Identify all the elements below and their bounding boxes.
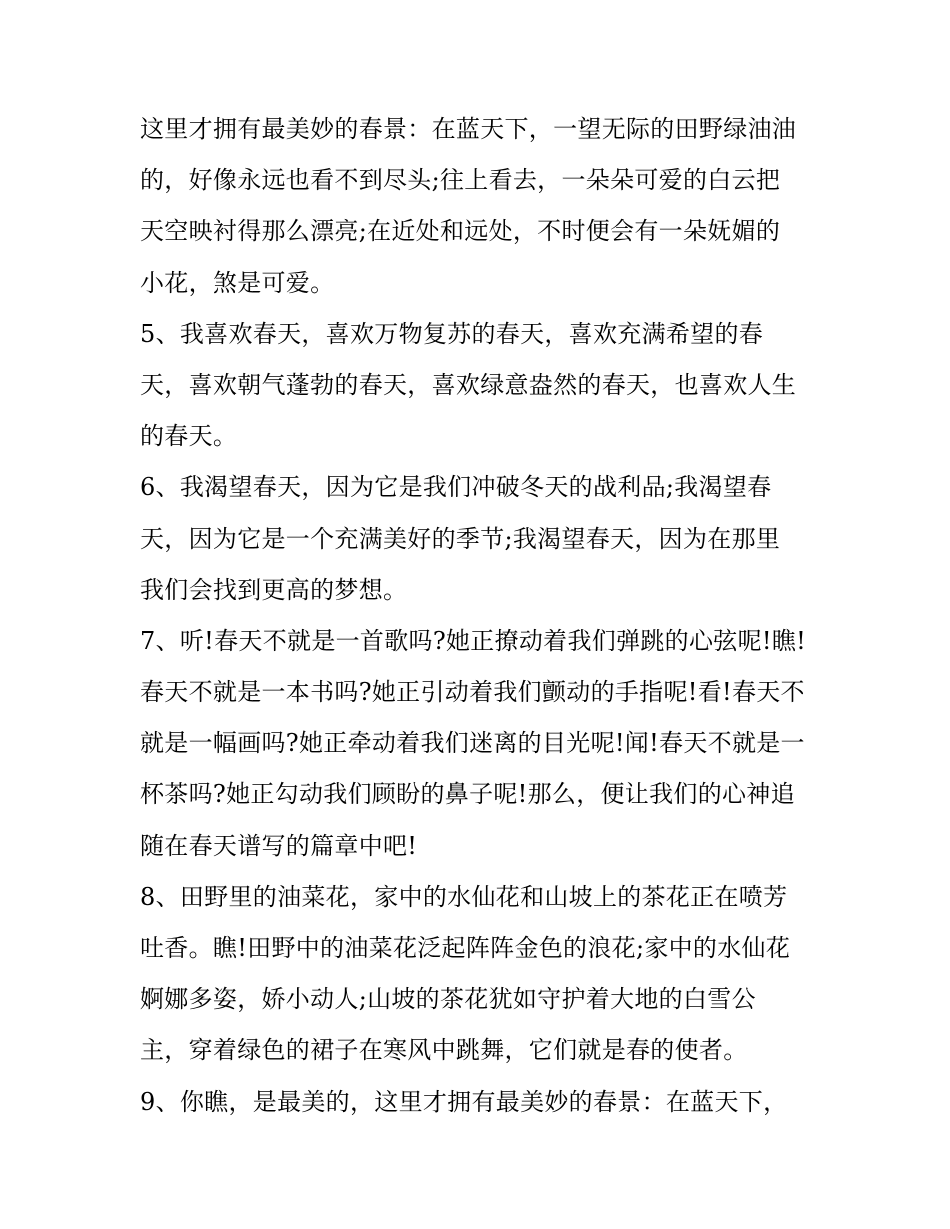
text-line: 吐香。瞧!田野中的油菜花泛起阵阵金色的浪花;家中的水仙花 <box>140 934 791 962</box>
text-line: 我们会找到更高的梦想。 <box>140 575 408 604</box>
text-line: 就是一幅画吗?她正牵动着我们迷离的目光呢!闻!春天不就是一 <box>140 729 805 758</box>
text-line: 8、田野里的油菜花，家中的水仙花和山坡上的茶花正在喷芳 <box>140 882 788 911</box>
text-line: 这里才拥有最美妙的春景：在蓝天下，一望无际的田野绿油油 <box>140 115 797 143</box>
text-line: 小花，煞是可爱。 <box>140 268 335 297</box>
text-line: 9、你瞧，是最美的，这里才拥有最美妙的春景：在蓝天下， <box>140 1087 788 1116</box>
text-line: 的，好像永远也看不到尽头;往上看去，一朵朵可爱的白云把 <box>140 166 781 195</box>
document-body <box>140 104 820 1128</box>
text-line: 主，穿着绿色的裙子在寒风中跳舞，它们就是春的使者。 <box>140 1036 748 1065</box>
text-line: 天，因为它是一个充满美好的季节;我渴望春天，因为在那里 <box>140 524 781 553</box>
text-line: 6、我渴望春天，因为它是我们冲破冬天的战利品;我渴望春 <box>140 473 772 502</box>
text-line: 随在春天谱写的篇章中吧! <box>140 831 418 860</box>
text-line: 5、我喜欢春天，喜欢万物复苏的春天，喜欢充满希望的春 <box>140 319 764 348</box>
text-line: 的春天。 <box>140 422 238 451</box>
text-line: 春天不就是一本书吗?她正引动着我们颤动的手指呢!看!春天不 <box>140 678 805 707</box>
text-line: 杯茶吗?她正勾动我们顾盼的鼻子呢!那么，便让我们的心神追 <box>140 780 795 809</box>
text-line: 天空映衬得那么漂亮;在近处和远处，不时便会有一朵妩媚的 <box>140 217 781 246</box>
text-line: 7、听!春天不就是一首歌吗?她正撩动着我们弹跳的心弦呢!瞧! <box>140 626 807 655</box>
text-line: 婀娜多姿，娇小动人;山坡的茶花犹如守护着大地的白雪公 <box>140 985 756 1014</box>
text-line: 天，喜欢朝气蓬勃的春天，喜欢绿意盎然的春天，也喜欢人生 <box>140 370 797 399</box>
